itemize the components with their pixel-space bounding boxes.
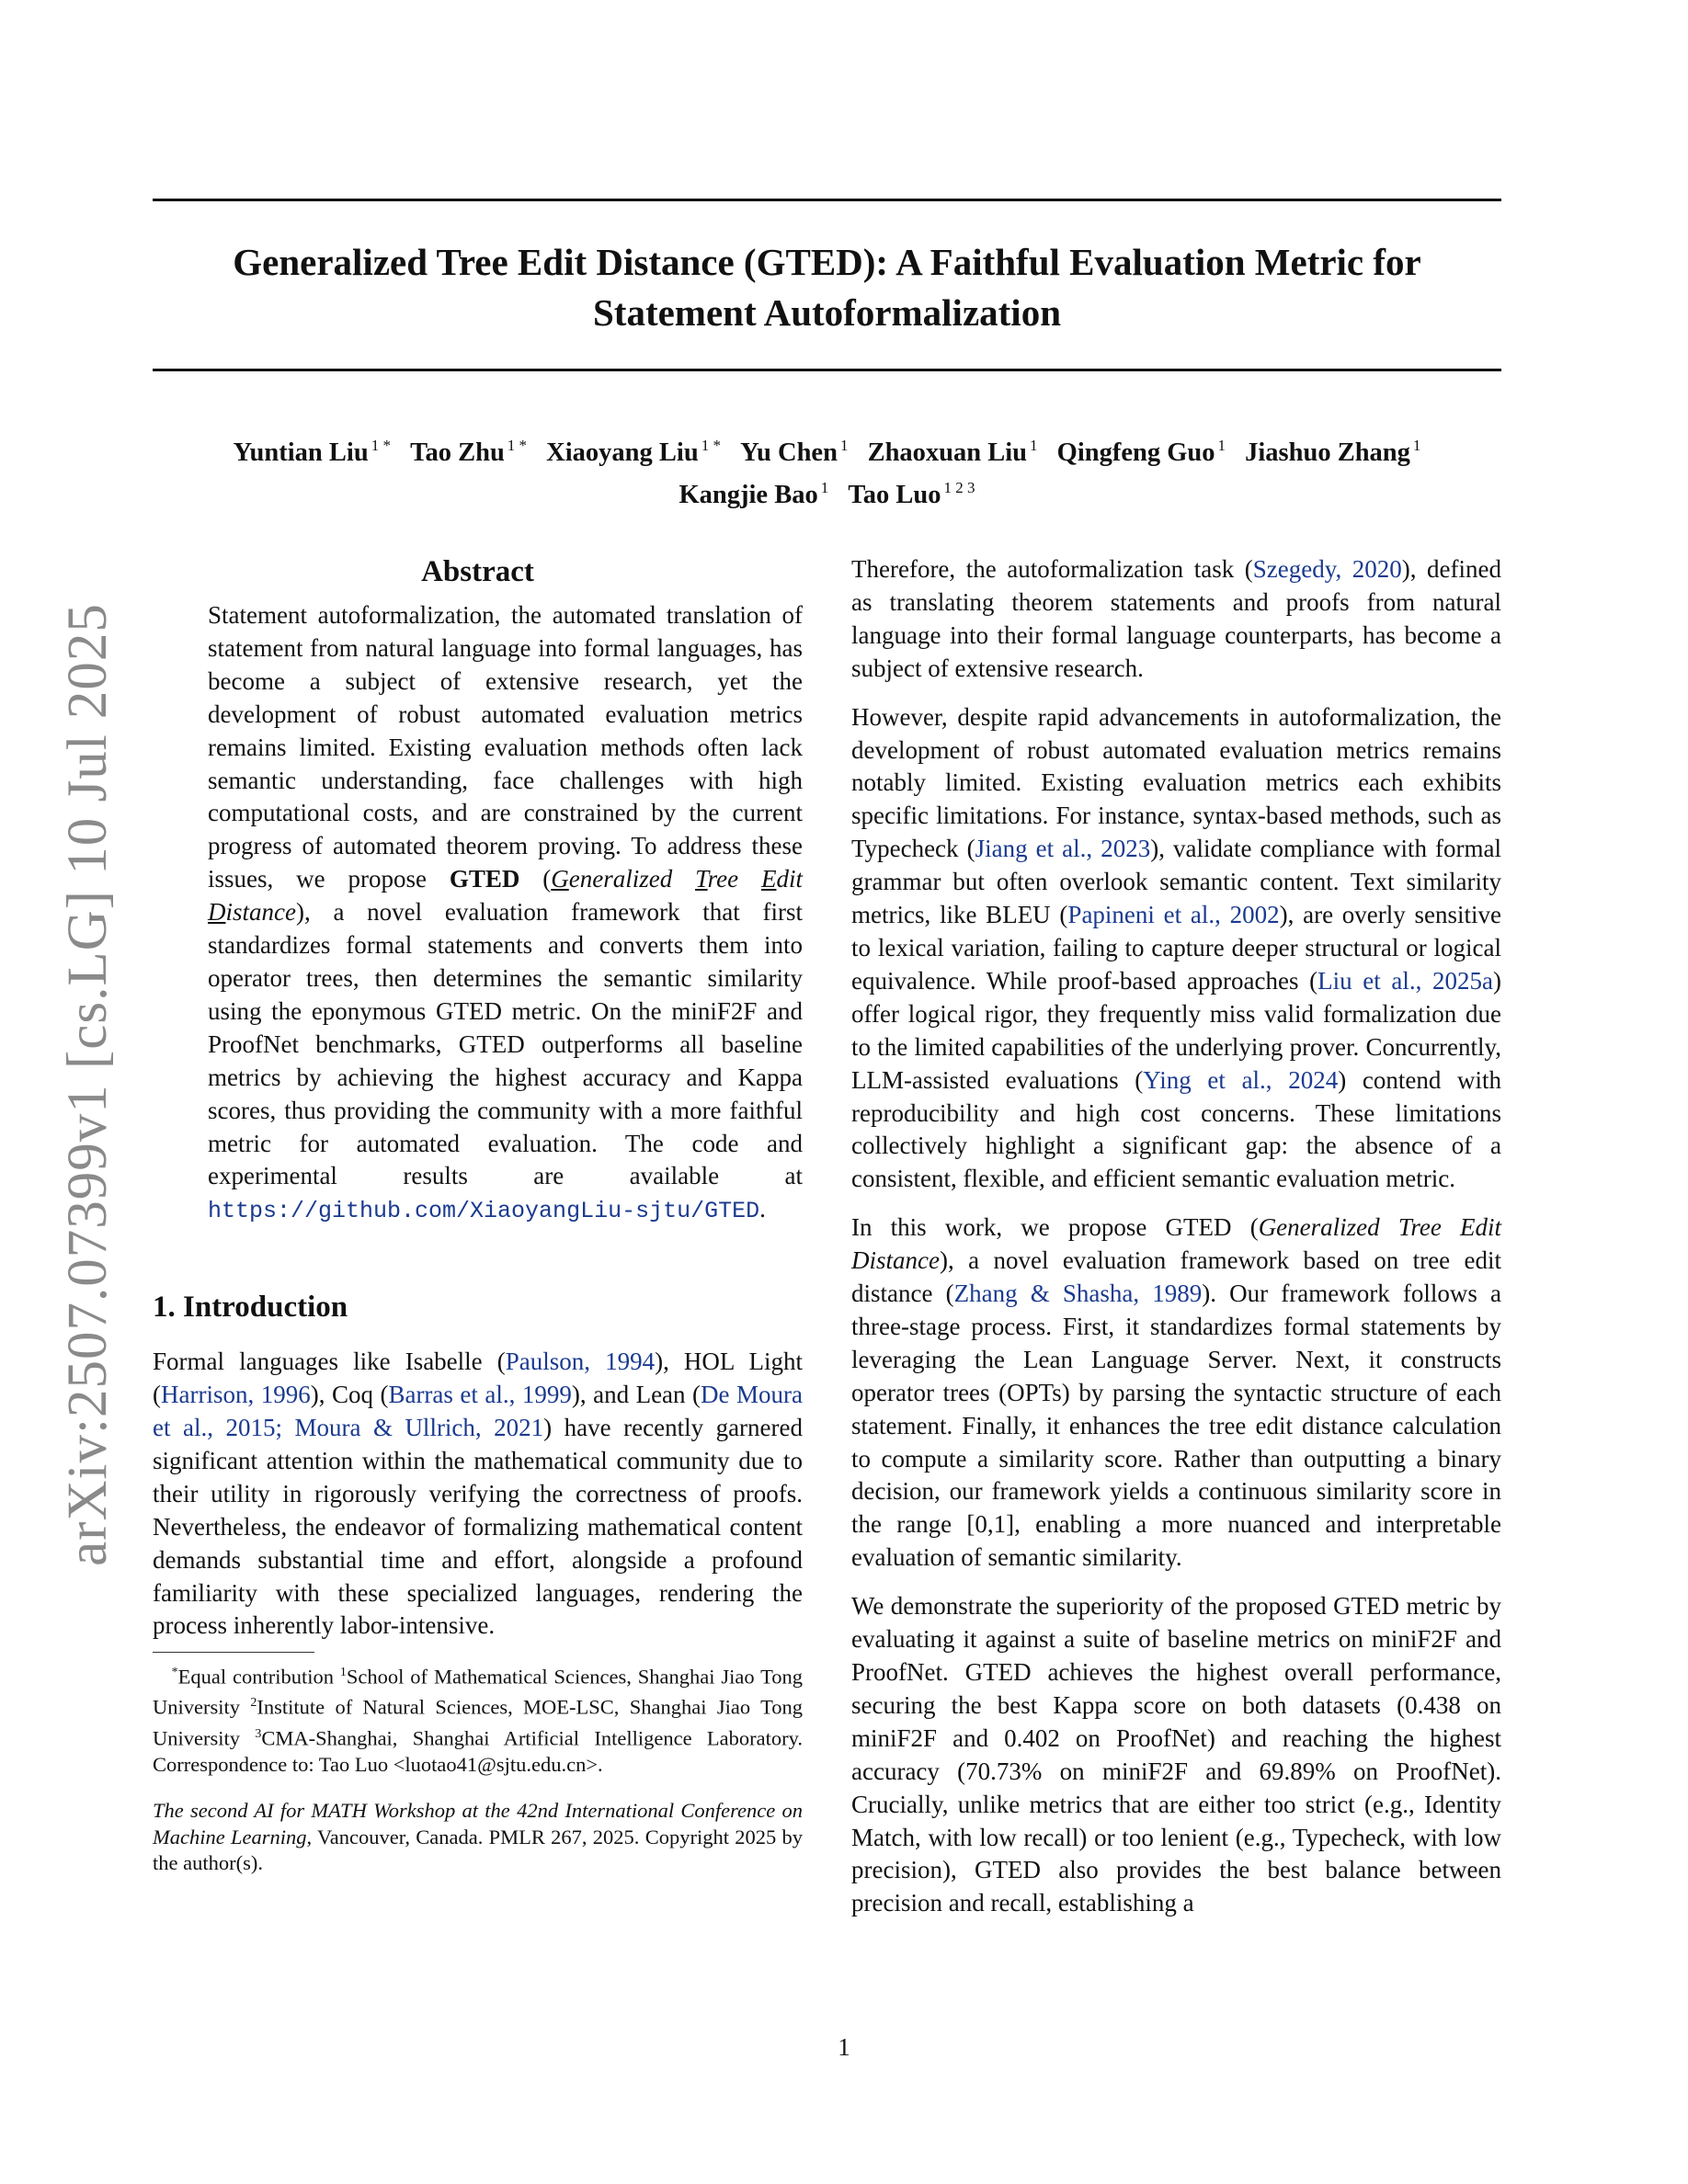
- left-column: [153, 553, 803, 1877]
- citation-link[interactable]: Harrison, 1996: [161, 1381, 311, 1409]
- author: Yu Chen $^1$: [740, 437, 849, 467]
- citation-link[interactable]: Szegedy, 2020: [1252, 555, 1402, 583]
- arxiv-stamp-text: arXiv:2507.07399v1 [cs.LG] 10 Jul 2025: [57, 603, 119, 1566]
- author: Qingfeng Guo $^1$: [1056, 437, 1226, 467]
- code-link[interactable]: https://github.com/XiaoyangLiu-sjtu/GTED: [208, 1198, 760, 1225]
- author: Tao Luo $^{1 2 3}$: [848, 479, 975, 509]
- title-line-1: Generalized Tree Edit Distance (GTED): A Faithful Evaluation Metric for: [233, 241, 1421, 283]
- footnote-rule: [153, 1652, 314, 1653]
- citation-link[interactable]: Liu et al., 2025a: [1317, 966, 1494, 995]
- citation-link[interactable]: De Moura et al., 2015; Moura & Ullrich, 2021: [153, 1381, 803, 1442]
- title-line-2: Statement Autoformalization: [593, 291, 1061, 334]
- author: Tao Zhu $^{1 *}$: [410, 437, 528, 467]
- author-list: [153, 428, 1501, 513]
- top-rule: [153, 199, 1501, 201]
- citation-link[interactable]: Zhang & Shasha, 1989: [953, 1280, 1203, 1308]
- citation-link[interactable]: Barras et al., 1999: [388, 1381, 572, 1409]
- abstract-heading: Abstract: [421, 555, 534, 588]
- citation-link[interactable]: Paulson, 1994: [505, 1348, 656, 1376]
- citation-link[interactable]: Jiang et al., 2023: [975, 835, 1151, 863]
- workshop-note: The second AI for MATH Workshop at the 42nd International Conference on Machine Learning, Vancouver, Canada. PMLR 267, 2025. Copyright 2025 by the author(s).: [153, 1799, 804, 1875]
- title-bottom-rule: [153, 369, 1501, 371]
- author-line-1: [153, 428, 1501, 471]
- body-paragraph: Therefore, the autoformalization task (Szegedy, 2020), defined as translating theorem statements and proofs from natural language into their formal language counterparts, has become a subject of extensive research.: [851, 555, 1501, 682]
- introduction-heading: 1. Introduction: [153, 1291, 348, 1325]
- citation-link[interactable]: Papineni et al., 2002: [1067, 901, 1280, 929]
- introduction-paragraph: Formal languages like Isabelle (Paulson, 1994), HOL Light (Harrison, 1996), Coq (Barras et al., 1999), and Lean (De Moura et al., 2015; Moura & Ullrich, 2021) have recently garnered significant attention within the mathematical community due to their utility in rigorously verifying the correctness of proofs. Nevertheless, the endeavor of formalizing mathematical content demands substantial time and effort, alongside a profound familiarity with these specialized languages, rendering the process inherently labor-intensive.: [153, 1348, 804, 1640]
- body-paragraph: However, despite rapid advancements in autoformalization, the development of robust automated evaluation metrics remains notably limited. Existing evaluation metrics each exhibits specific limitations. For instance, syntax-based methods, such as Typecheck (Jiang et al., 2023), validate compliance with formal grammar but often overlook semantic content. Text similarity metrics, like BLEU (Papineni et al., 2002), are overly sensitive to lexical variation, failing to capture deeper structural or logical equivalence. While proof-based approaches (Liu et al., 2025a) offer logical rigor, they frequently miss valid formalization due to the limited capabilities of the underlying prover. Concurrently, LLM-assisted evaluations (Ying et al., 2024) contend with reproducibility and high cost concerns. These limitations collectively highlight a significant gap: the absence of a consistent, flexible, and efficient semantic evaluation metric.: [851, 702, 1502, 1193]
- paper-title: [153, 237, 1501, 338]
- abstract-body: Statement autoformalization, the automated translation of statement from natural language into formal languages, has become a subject of extensive research, yet the development of robust automated evaluation metrics remains limited. Existing evaluation methods often lack semantic understanding, face challenges with high computational costs, and are constrained by the current progress of automated theorem proving. To address these issues, we propose GTED (Generalized Tree Edit Distance), a novel evaluation framework that first standardizes formal statements and converts them into operator trees, then determines the semantic similarity using the eponymous GTED metric. On the miniF2F and ProofNet benchmarks, GTED outperforms all baseline metrics by achieving the highest accuracy and Kappa scores, thus providing the community with a more faithful metric for automated evaluation. The code and experimental results are available at https://github.com/XiaoyangLiu-sjtu/GTED.: [208, 601, 803, 1225]
- page-number: 1: [838, 2033, 850, 2061]
- author-line-2: [153, 471, 1501, 513]
- body-paragraph: In this work, we propose GTED (Generalized Tree Edit Distance), a novel evaluation framework based on tree edit distance (Zhang & Shasha, 1989). Our framework follows a three-stage process. First, it standardizes formal statements by leveraging the Lean Language Server. Next, it constructs operator trees (OPTs) by parsing the syntactic structure of each statement. Finally, it enhances the tree edit distance calculation to compute a similarity score. Rather than outputting a binary decision, our framework yields a continuous similarity score in the range [0,1], enabling a more nuanced and interpretable evaluation of semantic similarity.: [851, 1213, 1501, 1572]
- body-paragraph: We demonstrate the superiority of the proposed GTED metric by evaluating it against a suite of baseline metrics on miniF2F and ProofNet. GTED achieves the highest overall performance, securing the best Kappa score on both datasets (0.438 on miniF2F and 0.402 on ProofNet) and reaching the highest accuracy (70.73% on miniF2F and 69.89% on ProofNet). Crucially, unlike metrics that are either too strict (e.g., Identity Match, with low recall) or too lenient (e.g., Typecheck, with low precision), GTED also provides the best balance between precision and recall, establishing a: [851, 1592, 1501, 1917]
- author: Kangjie Bao $^1$: [679, 479, 829, 509]
- citation-link[interactable]: Ying et al., 2024: [1143, 1065, 1339, 1094]
- author: Xiaoyang Liu $^{1 *}$: [546, 437, 721, 467]
- author: Zhaoxuan Liu $^1$: [867, 437, 1038, 467]
- author: Jiashuo Zhang $^1$: [1245, 437, 1421, 467]
- right-column: [851, 553, 1501, 1936]
- author: Yuntian Liu $^{1 *}$: [233, 437, 391, 467]
- affiliation-footnote: *Equal contribution $^1$School of Mathematical Sciences, Shanghai Jiao Tong University $^2$Institute of Natural Sciences, MOE-LSC, Shanghai Jiao Tong University $^3$CMA-Shanghai, Shanghai Artificial Intelligence Laboratory. Correspondence to: Tao Luo <luotao41@sjtu.edu.cn>.: [153, 1665, 804, 1776]
